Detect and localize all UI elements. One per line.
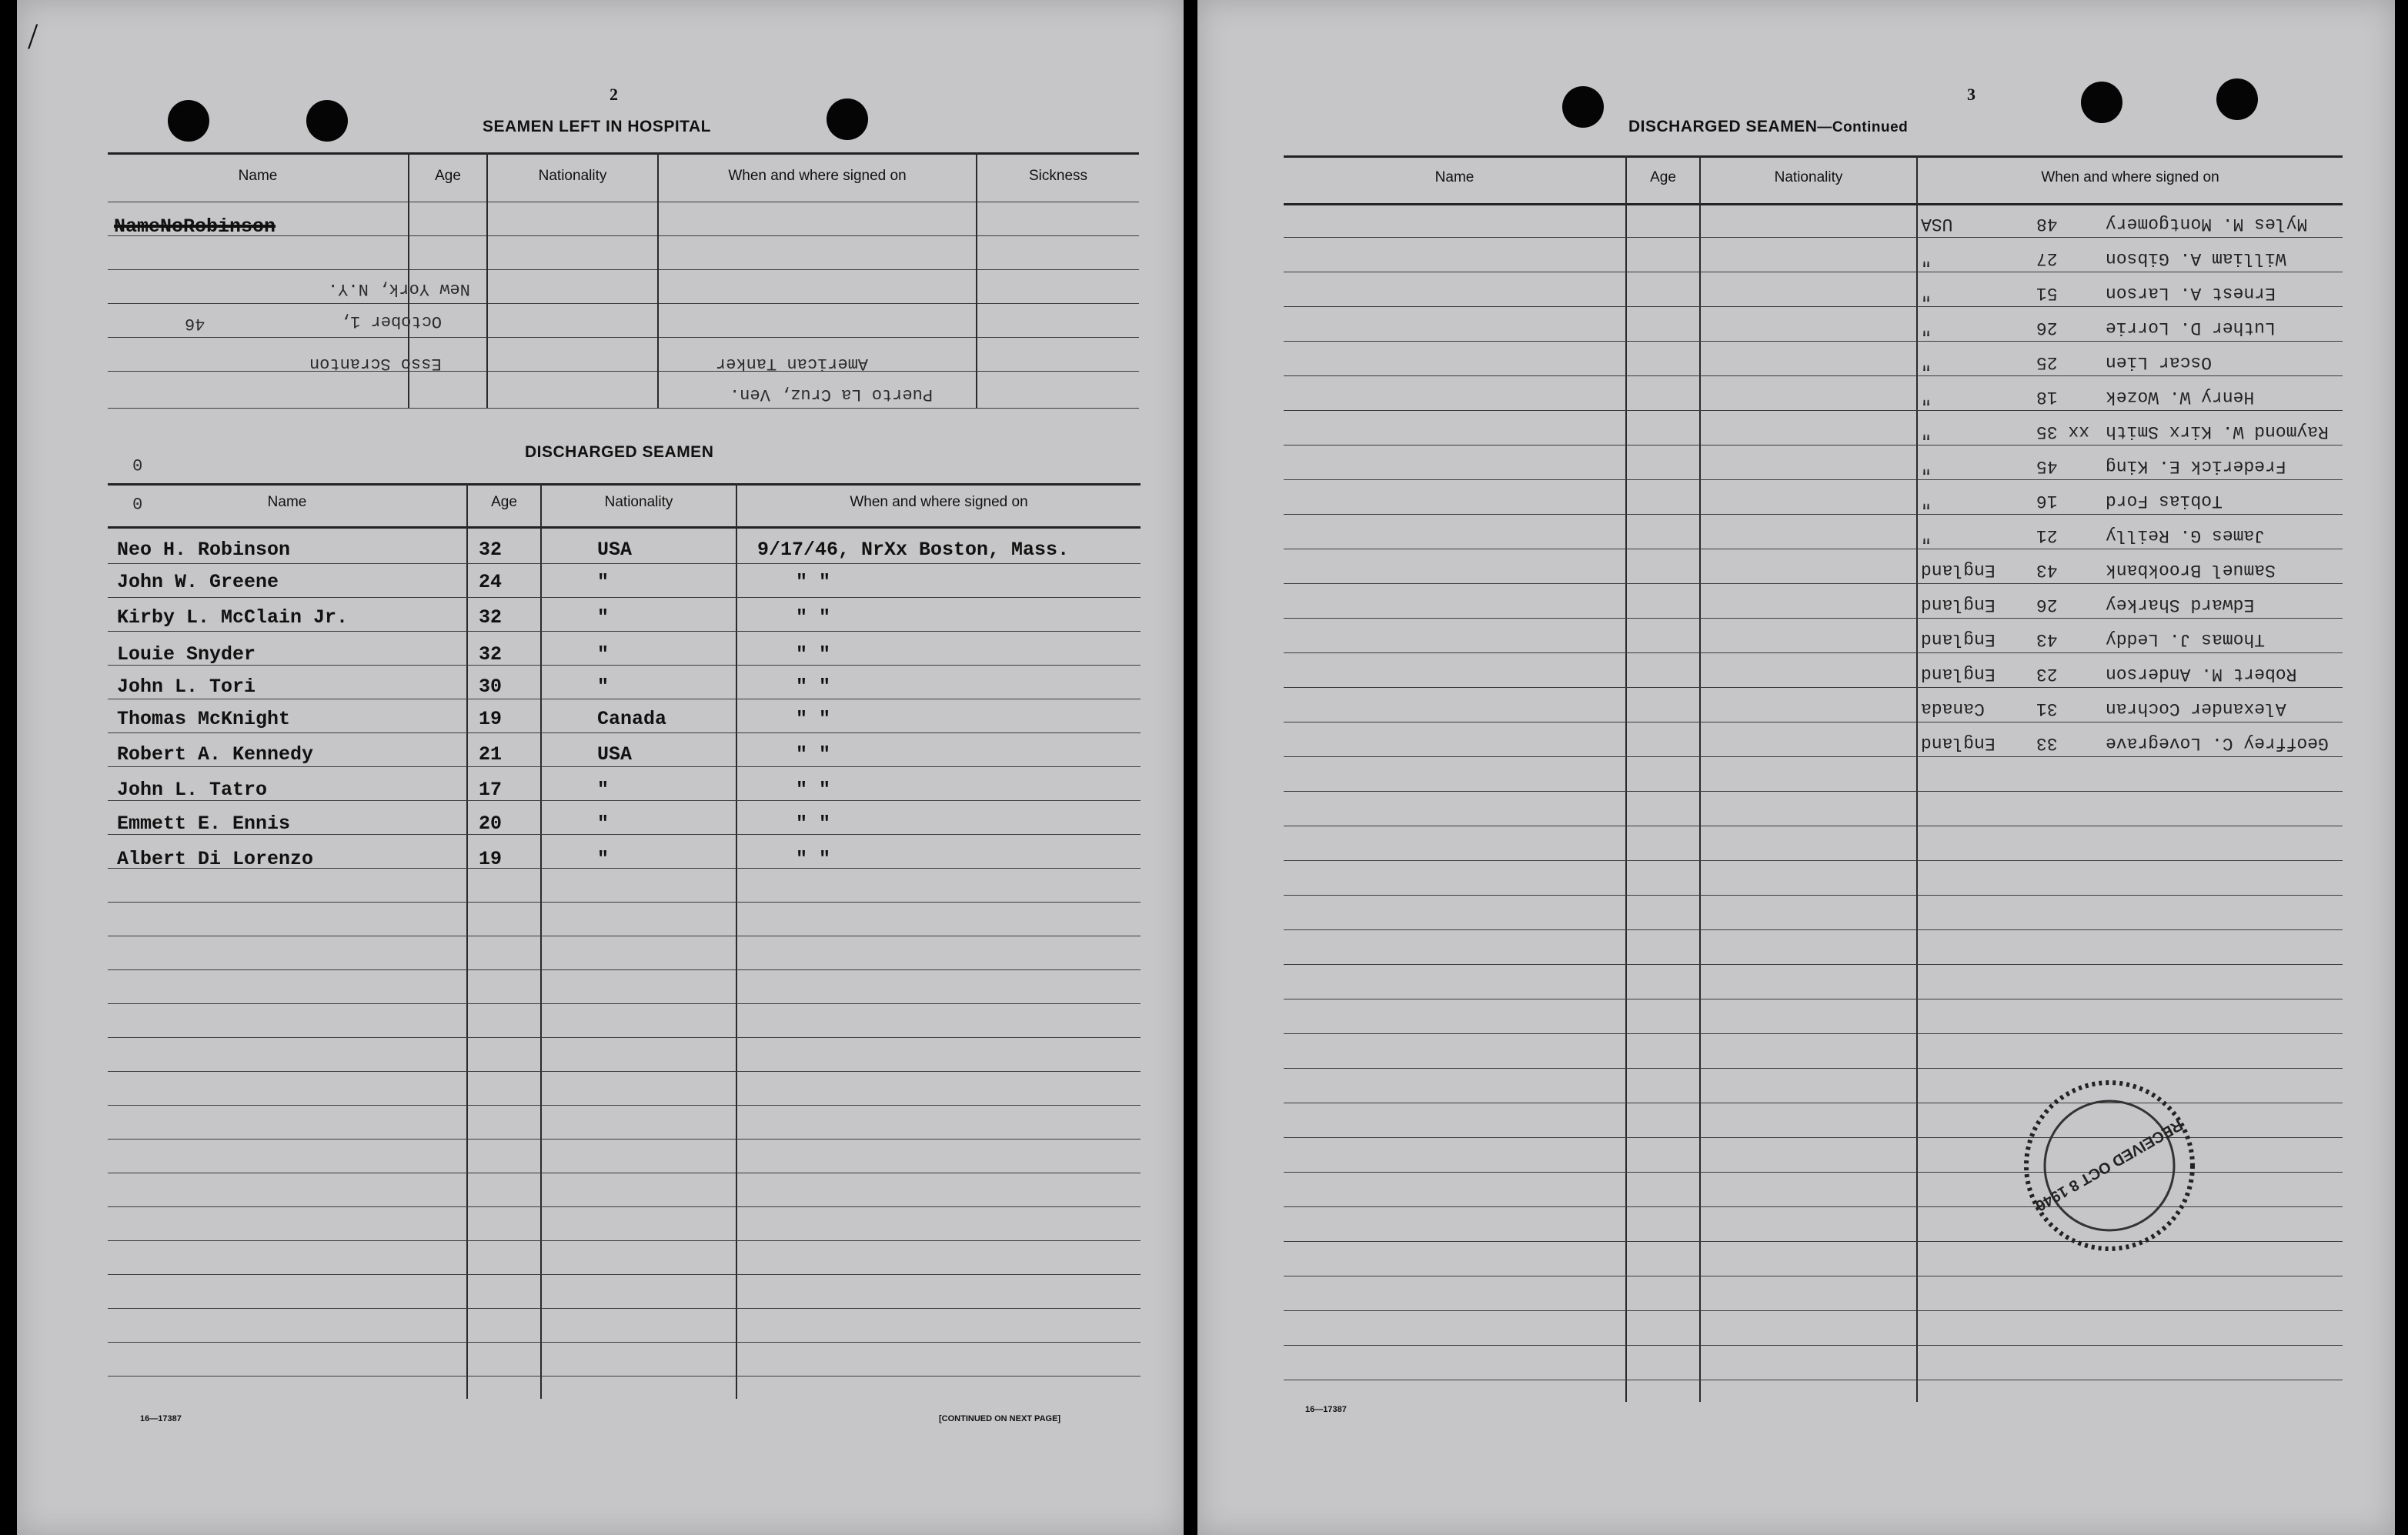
- rule: [108, 337, 1139, 338]
- page-number: 3: [1967, 85, 1975, 104]
- rule: [108, 483, 1141, 486]
- reversed-age: 45: [2036, 456, 2058, 476]
- reversed-nationality: England: [1921, 733, 1996, 753]
- column-divider: [976, 152, 977, 408]
- reversed-name: Alexander Cochran: [2106, 699, 2286, 719]
- seaman-age: 24: [479, 571, 503, 593]
- rule: [1284, 687, 2343, 688]
- reversed-age: 33: [2036, 733, 2058, 753]
- seaman-name: Emmett E. Ennis: [117, 813, 291, 835]
- reversed-age: 43: [2036, 560, 2058, 580]
- column-divider: [466, 483, 468, 1399]
- rule: [1284, 155, 2343, 158]
- stray-number: 46: [185, 314, 205, 333]
- section-title: [1628, 118, 1908, 136]
- reversed-age: 26: [2036, 318, 2058, 338]
- seaman-signed-on: " ": [796, 606, 831, 629]
- reversed-nationality: ": [1921, 456, 1932, 476]
- reversed-name: Oscar Lien: [2106, 352, 2213, 372]
- rule: [108, 563, 1141, 564]
- rule: [1284, 341, 2343, 342]
- reversed-name: William A. Gibson: [2106, 249, 2286, 269]
- reversed-age: 21: [2036, 526, 2058, 546]
- seaman-nationality: ": [597, 848, 610, 870]
- reversed-name: Myles M. Montgomery: [2106, 214, 2308, 234]
- reversed-name: Robert M. Anderson: [2106, 664, 2297, 684]
- reversed-nationality: England: [1921, 595, 1996, 615]
- reversed-age: 48: [2036, 214, 2058, 234]
- reversed-text: Puerto La Cruz, Ven.: [730, 385, 933, 404]
- seaman-signed-on: " ": [796, 813, 831, 835]
- seaman-signed-on: " ": [796, 643, 831, 666]
- corner-mark: /: [28, 16, 38, 57]
- rule: [1284, 929, 2343, 930]
- reversed-name: Ernest A. Larson: [2106, 283, 2276, 303]
- rule: [1284, 375, 2343, 376]
- column-divider: [1916, 155, 1918, 1402]
- rule: [108, 1308, 1141, 1309]
- rule: [1284, 1068, 2343, 1069]
- seaman-age: 32: [479, 643, 503, 666]
- column-divider: [736, 483, 737, 1399]
- rule: [108, 526, 1141, 529]
- reversed-name: Samuel Brookbank: [2106, 560, 2276, 580]
- rule: [108, 665, 1141, 666]
- seaman-nationality: ": [597, 779, 610, 801]
- rule: [1284, 583, 2343, 584]
- rule: [1284, 410, 2343, 411]
- reversed-nationality: England: [1921, 664, 1996, 684]
- seaman-age: 30: [479, 676, 503, 698]
- rule: [1284, 479, 2343, 480]
- seaman-age: 17: [479, 779, 503, 801]
- seaman-name: Robert A. Kennedy: [117, 743, 314, 766]
- seaman-signed-on: " ": [796, 743, 831, 766]
- seaman-nationality: ": [597, 643, 610, 666]
- rule: [1284, 1033, 2343, 1034]
- rule: [1284, 1310, 2343, 1311]
- left-page: [17, 0, 1184, 1535]
- punch-hole: [2216, 78, 2258, 120]
- section-title-main: DISCHARGED SEAMEN: [1628, 118, 1818, 135]
- reversed-age: 43: [2036, 629, 2058, 649]
- reversed-age: xx 35: [2036, 422, 2090, 442]
- seaman-signed-on: 9/17/46, NrXx Boston, Mass.: [757, 539, 1070, 561]
- column-header-name: Name: [267, 494, 307, 510]
- rule: [108, 631, 1141, 632]
- reversed-age: 23: [2036, 664, 2058, 684]
- rule: [1284, 203, 2343, 205]
- reversed-nationality: ": [1921, 422, 1932, 442]
- page-number: 2: [610, 85, 618, 104]
- rule: [108, 732, 1141, 733]
- rule: [108, 766, 1141, 767]
- punch-hole: [827, 98, 868, 140]
- rule: [108, 371, 1139, 372]
- seaman-age: 32: [479, 606, 503, 629]
- rule: [1284, 895, 2343, 896]
- rule: [1284, 964, 2343, 965]
- rule: [108, 969, 1141, 970]
- rule: [1284, 860, 2343, 861]
- seaman-name: Neo H. Robinson: [117, 539, 291, 561]
- seaman-signed-on: " ": [796, 848, 831, 870]
- struck-entry: NameNoRobinson: [114, 215, 276, 238]
- right-page: [1197, 0, 2395, 1535]
- reversed-nationality: ": [1921, 249, 1932, 269]
- rule: [108, 1071, 1141, 1072]
- rule: [108, 1105, 1141, 1106]
- rule: [108, 1037, 1141, 1038]
- column-header-age: Age: [1650, 169, 1676, 185]
- column-header-signed-on: When and where signed on: [2041, 169, 2219, 185]
- rule: [1284, 514, 2343, 515]
- hospital-section-title: SEAMEN LEFT IN HOSPITAL: [483, 118, 711, 135]
- seaman-name: Kirby L. McClain Jr.: [117, 606, 349, 629]
- reversed-nationality: England: [1921, 629, 1996, 649]
- column-header-name: Name: [1434, 169, 1475, 185]
- column-header-nationality: Nationality: [604, 494, 673, 510]
- seaman-name: John L. Tori: [117, 676, 256, 698]
- rule: [1284, 618, 2343, 619]
- reversed-age: 18: [2036, 387, 2058, 407]
- seaman-name: Louie Snyder: [117, 643, 256, 666]
- reversed-name: Edward Sharkey: [2106, 595, 2255, 615]
- seaman-age: 32: [479, 539, 503, 561]
- reversed-nationality: USA: [1921, 214, 1953, 234]
- seaman-name: Thomas McKnight: [117, 708, 291, 730]
- seaman-age: 21: [479, 743, 503, 766]
- continued-note: [CONTINUED ON NEXT PAGE]: [939, 1414, 1061, 1423]
- seaman-signed-on: " ": [796, 676, 831, 698]
- reversed-name: Luther D. Lorrie: [2106, 318, 2276, 338]
- rule: [1284, 1345, 2343, 1346]
- column-header-name: Name: [238, 168, 278, 184]
- reversed-nationality: England: [1921, 560, 1996, 580]
- rule: [108, 408, 1139, 409]
- punch-hole: [2081, 82, 2122, 123]
- rule: [1284, 652, 2343, 653]
- punch-hole: [306, 100, 348, 142]
- section-title-suffix: —Continued: [1817, 119, 1909, 135]
- rule: [108, 1240, 1141, 1241]
- margin-mark: 0: [132, 454, 143, 473]
- rule: [108, 1274, 1141, 1275]
- rule: [108, 1139, 1141, 1140]
- seaman-nationality: Canada: [597, 708, 667, 730]
- column-divider: [1625, 155, 1627, 1402]
- reversed-age: 51: [2036, 283, 2058, 303]
- rule: [108, 303, 1139, 304]
- rule: [108, 269, 1139, 270]
- seaman-name: John W. Greene: [117, 571, 279, 593]
- rule: [1284, 756, 2343, 757]
- column-divider: [540, 483, 542, 1399]
- reversed-name: Thomas J. Leddy: [2106, 629, 2266, 649]
- punch-hole: [1562, 86, 1604, 128]
- rule: [108, 152, 1139, 155]
- form-number: 16—17387: [140, 1414, 182, 1423]
- column-header-nationality: Nationality: [1774, 169, 1843, 185]
- column-header-age: Age: [435, 168, 461, 184]
- form-number: 16—17387: [1305, 1405, 1347, 1414]
- column-header-nationality: Nationality: [538, 168, 607, 184]
- seaman-nationality: ": [597, 571, 610, 593]
- rule: [1284, 237, 2343, 238]
- margin-mark: 0: [132, 492, 143, 512]
- reversed-name: Raymond W. Kirx Smith: [2106, 422, 2329, 442]
- reversed-text: New York, N.Y.: [328, 279, 470, 299]
- seaman-name: Albert Di Lorenzo: [117, 848, 314, 870]
- reversed-text: October 1,: [340, 312, 443, 331]
- stamp-text: RECEIVED OCT 8 1946: [2032, 1116, 2186, 1214]
- rule: [108, 597, 1141, 598]
- seaman-nationality: ": [597, 813, 610, 835]
- reversed-name: Tobias Ford: [2106, 491, 2223, 511]
- seaman-name: John L. Tatro: [117, 779, 268, 801]
- seaman-signed-on: " ": [796, 571, 831, 593]
- column-header-signed-on: When and where signed on: [850, 494, 1028, 510]
- reversed-nationality: ": [1921, 283, 1932, 303]
- rule: [1284, 791, 2343, 792]
- column-header-sickness: Sickness: [1028, 168, 1088, 184]
- reversed-age: 27: [2036, 249, 2058, 269]
- rule: [108, 1003, 1141, 1004]
- reversed-nationality: ": [1921, 318, 1932, 338]
- seaman-nationality: USA: [597, 539, 633, 561]
- seaman-age: 19: [479, 848, 503, 870]
- reversed-text: American Tanker: [716, 354, 869, 373]
- column-header-age: Age: [491, 494, 517, 510]
- reversed-name: Frederick E. King: [2106, 456, 2286, 476]
- reversed-nationality: ": [1921, 352, 1932, 372]
- column-divider: [657, 152, 659, 408]
- reversed-nationality: ": [1921, 526, 1932, 546]
- reversed-nationality: ": [1921, 491, 1932, 511]
- seaman-signed-on: " ": [796, 708, 831, 730]
- reversed-age: 25: [2036, 352, 2058, 372]
- received-stamp: [2021, 1077, 2198, 1254]
- column-divider: [486, 152, 488, 408]
- discharged-section-title: DISCHARGED SEAMEN: [525, 443, 714, 461]
- rule: [108, 1342, 1141, 1343]
- seaman-nationality: USA: [597, 743, 633, 766]
- seaman-age: 19: [479, 708, 503, 730]
- rule: [108, 902, 1141, 903]
- seaman-signed-on: " ": [796, 779, 831, 801]
- column-divider: [1699, 155, 1701, 1402]
- rule: [1284, 306, 2343, 307]
- column-header-signed-on: When and where signed on: [728, 168, 907, 184]
- seaman-age: 20: [479, 813, 503, 835]
- rule: [108, 1206, 1141, 1207]
- reversed-age: 16: [2036, 491, 2058, 511]
- reversed-name: Geoffrey C. Lovegrave: [2106, 733, 2329, 753]
- seaman-nationality: ": [597, 676, 610, 698]
- reversed-nationality: Canada: [1921, 699, 1985, 719]
- reversed-name: Henry W. Wozek: [2106, 387, 2255, 407]
- seaman-nationality: ": [597, 606, 610, 629]
- punch-hole: [168, 100, 209, 142]
- reversed-name: James G. Reilly: [2106, 526, 2266, 546]
- reversed-nationality: ": [1921, 387, 1932, 407]
- reversed-age: 31: [2036, 699, 2058, 719]
- reversed-text: Esso Scranton: [309, 354, 442, 373]
- reversed-age: 26: [2036, 595, 2058, 615]
